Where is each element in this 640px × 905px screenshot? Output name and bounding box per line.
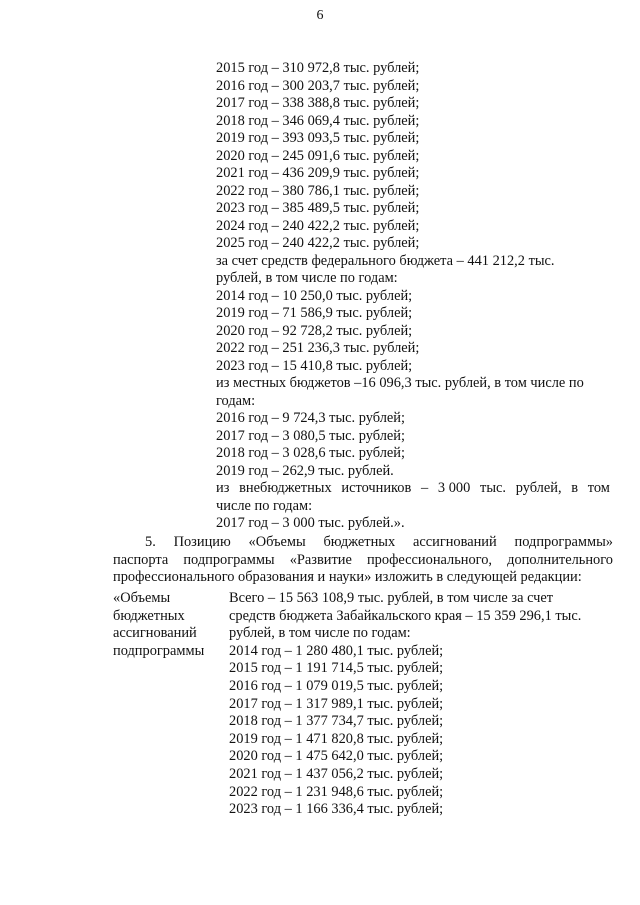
list-item: 2020 год – 92 728,2 тыс. рублей;	[216, 322, 413, 339]
word: Позицию	[173, 534, 231, 550]
list-item: 2018 год – 346 069,4 тыс. рублей;	[216, 112, 420, 129]
federal-intro-line: за счет средств федерального бюджета – 441 212,2 тыс.	[216, 252, 555, 269]
local-intro-line: из местных бюджетов –16 096,3 тыс. рублей, в том числе по	[216, 375, 584, 391]
federal-years-list	[216, 288, 610, 376]
list-item: 2015 год – 1 191 714,5 тыс. рублей;	[229, 660, 444, 677]
paragraph-line: профессионального образования и науки» изложить в следующей редакции:	[113, 569, 582, 586]
word: тыс.	[480, 480, 506, 496]
list-item: 2019 год – 262,9 тыс. рублей.	[216, 462, 394, 479]
list-item: 2016 год – 1 079 019,5 тыс. рублей;	[229, 677, 444, 694]
table-cell-line: Всего – 15 563 108,9 тыс. рублей, в том числе за счет	[229, 590, 554, 606]
table-cell-line: «Объемы	[113, 590, 171, 606]
list-item: 2022 год – 380 786,1 тыс. рублей;	[216, 182, 420, 199]
list-item: 2016 год – 300 203,7 тыс. рублей;	[216, 77, 420, 94]
table-cell-line: рублей, в том числе по годам:	[229, 625, 411, 642]
list-item: 2019 год – 393 093,5 тыс. рублей;	[216, 130, 420, 146]
extra-budget-intro-line	[216, 480, 610, 498]
list-item: 2015 год – 310 972,8 тыс. рублей;	[216, 60, 420, 76]
list-item: 2022 год – 1 231 948,6 тыс. рублей;	[229, 783, 444, 800]
word: бюджетных	[323, 534, 396, 550]
word: «Развитие	[289, 551, 352, 568]
word: ассигнований	[412, 534, 497, 550]
page-number: 6	[316, 8, 324, 23]
word: рублей,	[515, 480, 562, 496]
federal-intro-line: рублей, в том числе по годам:	[216, 270, 398, 286]
list-item: 2022 год – 251 236,3 тыс. рублей;	[216, 340, 420, 356]
table-right-cell	[229, 590, 581, 819]
list-item: 2018 год – 1 377 734,7 тыс. рублей;	[229, 713, 444, 730]
list-item: 2024 год – 240 422,2 тыс. рублей;	[216, 217, 420, 234]
word: подпрограммы»	[514, 534, 613, 550]
local-years-list	[216, 410, 610, 480]
list-item: 2019 год – 1 471 820,8 тыс. рублей;	[229, 730, 444, 747]
list-item: 2020 год – 245 091,6 тыс. рублей;	[216, 147, 420, 164]
table-cell-line: бюджетных	[113, 607, 185, 624]
table-years-list	[229, 643, 581, 819]
table-left-cell	[113, 590, 204, 660]
word: –	[421, 480, 429, 496]
list-item: 2017 год – 3 000 тыс. рублей.».	[216, 515, 405, 531]
list-item: 2023 год – 1 166 336,4 тыс. рублей;	[229, 801, 444, 818]
word: внебюджетных	[239, 480, 332, 496]
list-item: 2025 год – 240 422,2 тыс. рублей;	[216, 235, 420, 251]
paragraph-5	[113, 534, 613, 587]
paragraph-line	[113, 552, 613, 570]
list-item: 2020 год – 1 475 642,0 тыс. рублей;	[229, 748, 444, 765]
word: 5.	[145, 534, 156, 550]
funding-block-continued	[216, 60, 610, 533]
regional-years-list	[216, 60, 610, 253]
list-item: 2017 год – 1 317 989,1 тыс. рублей;	[229, 695, 444, 712]
list-item: 2017 год – 3 080,5 тыс. рублей;	[216, 427, 405, 444]
table-cell-line: подпрограммы	[113, 642, 205, 659]
word: том	[587, 480, 610, 496]
local-intro-line: годам:	[216, 392, 256, 409]
list-item: 2019 год – 71 586,9 тыс. рублей;	[216, 305, 413, 321]
list-item: 2017 год – 338 388,8 тыс. рублей;	[216, 95, 420, 111]
word: профессионального,	[366, 551, 493, 568]
word: в	[571, 480, 579, 496]
word: 3 000	[437, 480, 471, 496]
extra-budget-intro-line: числе по годам:	[216, 497, 313, 514]
list-item: 2018 год – 3 028,6 тыс. рублей;	[216, 445, 405, 461]
table-cell-line: средств бюджета Забайкальского края – 15 359 296,1 тыс.	[229, 607, 582, 624]
word: паспорта	[113, 551, 169, 568]
word: «Объемы	[248, 534, 306, 550]
paragraph-line	[113, 534, 613, 552]
list-item: 2014 год – 10 250,0 тыс. рублей;	[216, 287, 413, 304]
list-item: 2023 год – 15 410,8 тыс. рублей;	[216, 357, 413, 374]
list-item: 2014 год – 1 280 480,1 тыс. рублей;	[229, 642, 444, 659]
word: подпрограммы	[183, 551, 275, 568]
list-item: 2023 год – 385 489,5 тыс. рублей;	[216, 200, 420, 216]
word: из	[216, 480, 230, 496]
list-item: 2021 год – 1 437 056,2 тыс. рублей;	[229, 765, 444, 782]
table-cell-line: ассигнований	[113, 625, 197, 642]
word: источников	[341, 480, 412, 496]
word: дополнительного	[507, 551, 613, 568]
list-item: 2016 год – 9 724,3 тыс. рублей;	[216, 410, 405, 426]
list-item: 2021 год – 436 209,9 тыс. рублей;	[216, 165, 420, 181]
